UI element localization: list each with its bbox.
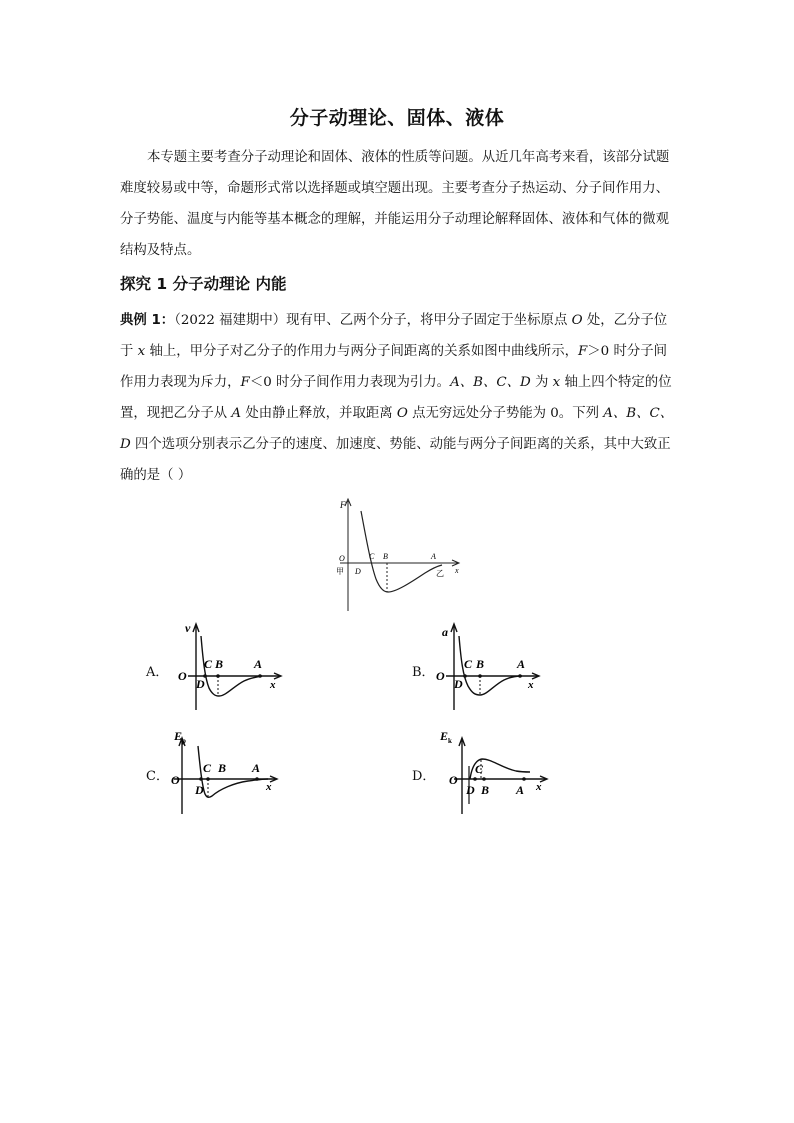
point-label-D: D xyxy=(355,567,361,576)
option-d-graph[interactable] xyxy=(436,726,556,816)
point-A xyxy=(518,674,522,678)
question-fragment: 轴上，甲分子对乙分子的作用力与两分子间距离的关系如图中曲线所示， xyxy=(145,344,578,359)
var-points: A、B、C、D xyxy=(450,375,531,390)
section-heading: 探究 1 分子动理论 内能 xyxy=(120,275,287,293)
option-d-label[interactable]: D． xyxy=(412,769,436,784)
option-c-graph[interactable] xyxy=(168,726,288,816)
question-fragment: 处，乙分子位于 xyxy=(120,313,668,359)
var-O: O xyxy=(396,406,408,421)
point-label-A: A xyxy=(254,657,263,671)
origin-label: O xyxy=(339,554,345,563)
point-label-D: D xyxy=(454,677,463,691)
option-c-label[interactable]: C． xyxy=(146,769,169,784)
point-C xyxy=(199,777,203,781)
point-A xyxy=(522,777,526,781)
force-distance-figure xyxy=(330,493,470,613)
var-x: x xyxy=(552,375,561,390)
y-axis-label: a xyxy=(442,625,448,639)
option-b-graph[interactable] xyxy=(430,620,550,712)
intro-paragraph: 本专题主要考查分子动理论和固体、液体的性质等问题。从近几年高考来看，该部分试题难度较易或中等，命题形式常以选择题或填空题出现。主要考查分子热运动、分子间作用力、分子势能、温度与内能等基本概念的理解，并能运用分子动理论解释固体、液体和气体的微观结构及特点。 xyxy=(120,150,670,258)
point-label-C: C xyxy=(475,762,484,776)
point-label-B: B xyxy=(476,657,485,671)
origin-note: 甲 xyxy=(336,567,344,576)
x-axis-label: x xyxy=(270,679,276,691)
y-axis-label: F xyxy=(340,500,346,510)
point-label-A: A xyxy=(517,657,526,671)
point-label-C: C xyxy=(464,657,473,671)
point-B xyxy=(216,674,220,678)
point-label-C: C xyxy=(203,761,212,775)
point-B xyxy=(206,777,210,781)
point-label-B: B xyxy=(383,552,388,561)
option-a-graph[interactable] xyxy=(172,620,292,712)
var-options: A、B、C、D xyxy=(120,406,674,452)
point-B xyxy=(482,777,486,781)
question-label: 典例 1： xyxy=(120,313,175,328)
point-D xyxy=(473,777,477,781)
question-fragment: ＞0 时分子间作用力表现为斥力， xyxy=(120,344,668,390)
point-A xyxy=(258,674,262,678)
question-fragment: ＜0 时分子间作用力表现为引力。 xyxy=(249,375,451,390)
question-fragment: 点无穷远处分子势能为 0。下列 xyxy=(407,406,604,421)
point-label-D: D xyxy=(196,677,205,691)
point-C xyxy=(463,674,467,678)
origin-label: O xyxy=(436,669,445,683)
var-O: O xyxy=(571,313,583,328)
point-label-A: A xyxy=(516,783,525,797)
question-source: （2022 福建期中） xyxy=(174,313,287,328)
question-fragment: 四个选项分别表示乙分子的速度、加速度、势能、动能与两分子间距离的关系，其中大致正确的是（ ） xyxy=(120,437,671,483)
question-fragment: 处由静止释放，并取距离 xyxy=(241,406,397,421)
point-A xyxy=(255,777,259,781)
var-A: A xyxy=(231,406,242,421)
question-text xyxy=(120,305,680,491)
x-axis-label: x xyxy=(266,781,272,793)
x-axis-label: x xyxy=(455,566,459,575)
point-label-B: B xyxy=(481,783,490,797)
question-fragment: 为 xyxy=(530,375,553,390)
option-b-label[interactable]: B． xyxy=(412,665,435,680)
point-B xyxy=(478,674,482,678)
question-fragment: 轴上四个特定的位置，现把乙分子从 xyxy=(120,375,672,421)
point-label-B: B xyxy=(218,761,227,775)
point-label-D: D xyxy=(466,783,475,797)
var-F: F xyxy=(240,375,250,390)
origin-label: O xyxy=(449,773,458,787)
y-axis-label: v xyxy=(185,621,191,635)
end-note: 乙 xyxy=(436,569,444,578)
point-label-A: A xyxy=(431,552,436,561)
page-title: 分子动理论、固体、液体 xyxy=(289,107,505,129)
x-axis-label: x xyxy=(536,781,542,793)
var-x: x xyxy=(137,344,146,359)
point-label-C: C xyxy=(369,552,375,561)
question-fragment: 现有甲、乙两个分子，将甲分子固定于坐标原点 xyxy=(286,313,572,328)
x-axis-label: x xyxy=(528,679,534,691)
point-label-B: B xyxy=(215,657,224,671)
point-label-D: D xyxy=(195,783,204,797)
y-axis-label: $E_k$ xyxy=(440,729,452,745)
var-F: F xyxy=(577,344,588,359)
y-axis-label: $E_p$ xyxy=(174,729,186,745)
origin-label: O xyxy=(171,773,180,787)
point-label-C: C xyxy=(204,657,213,671)
point-label-A: A xyxy=(252,761,261,775)
option-a-label[interactable]: A． xyxy=(146,665,169,680)
origin-label: O xyxy=(178,669,187,683)
